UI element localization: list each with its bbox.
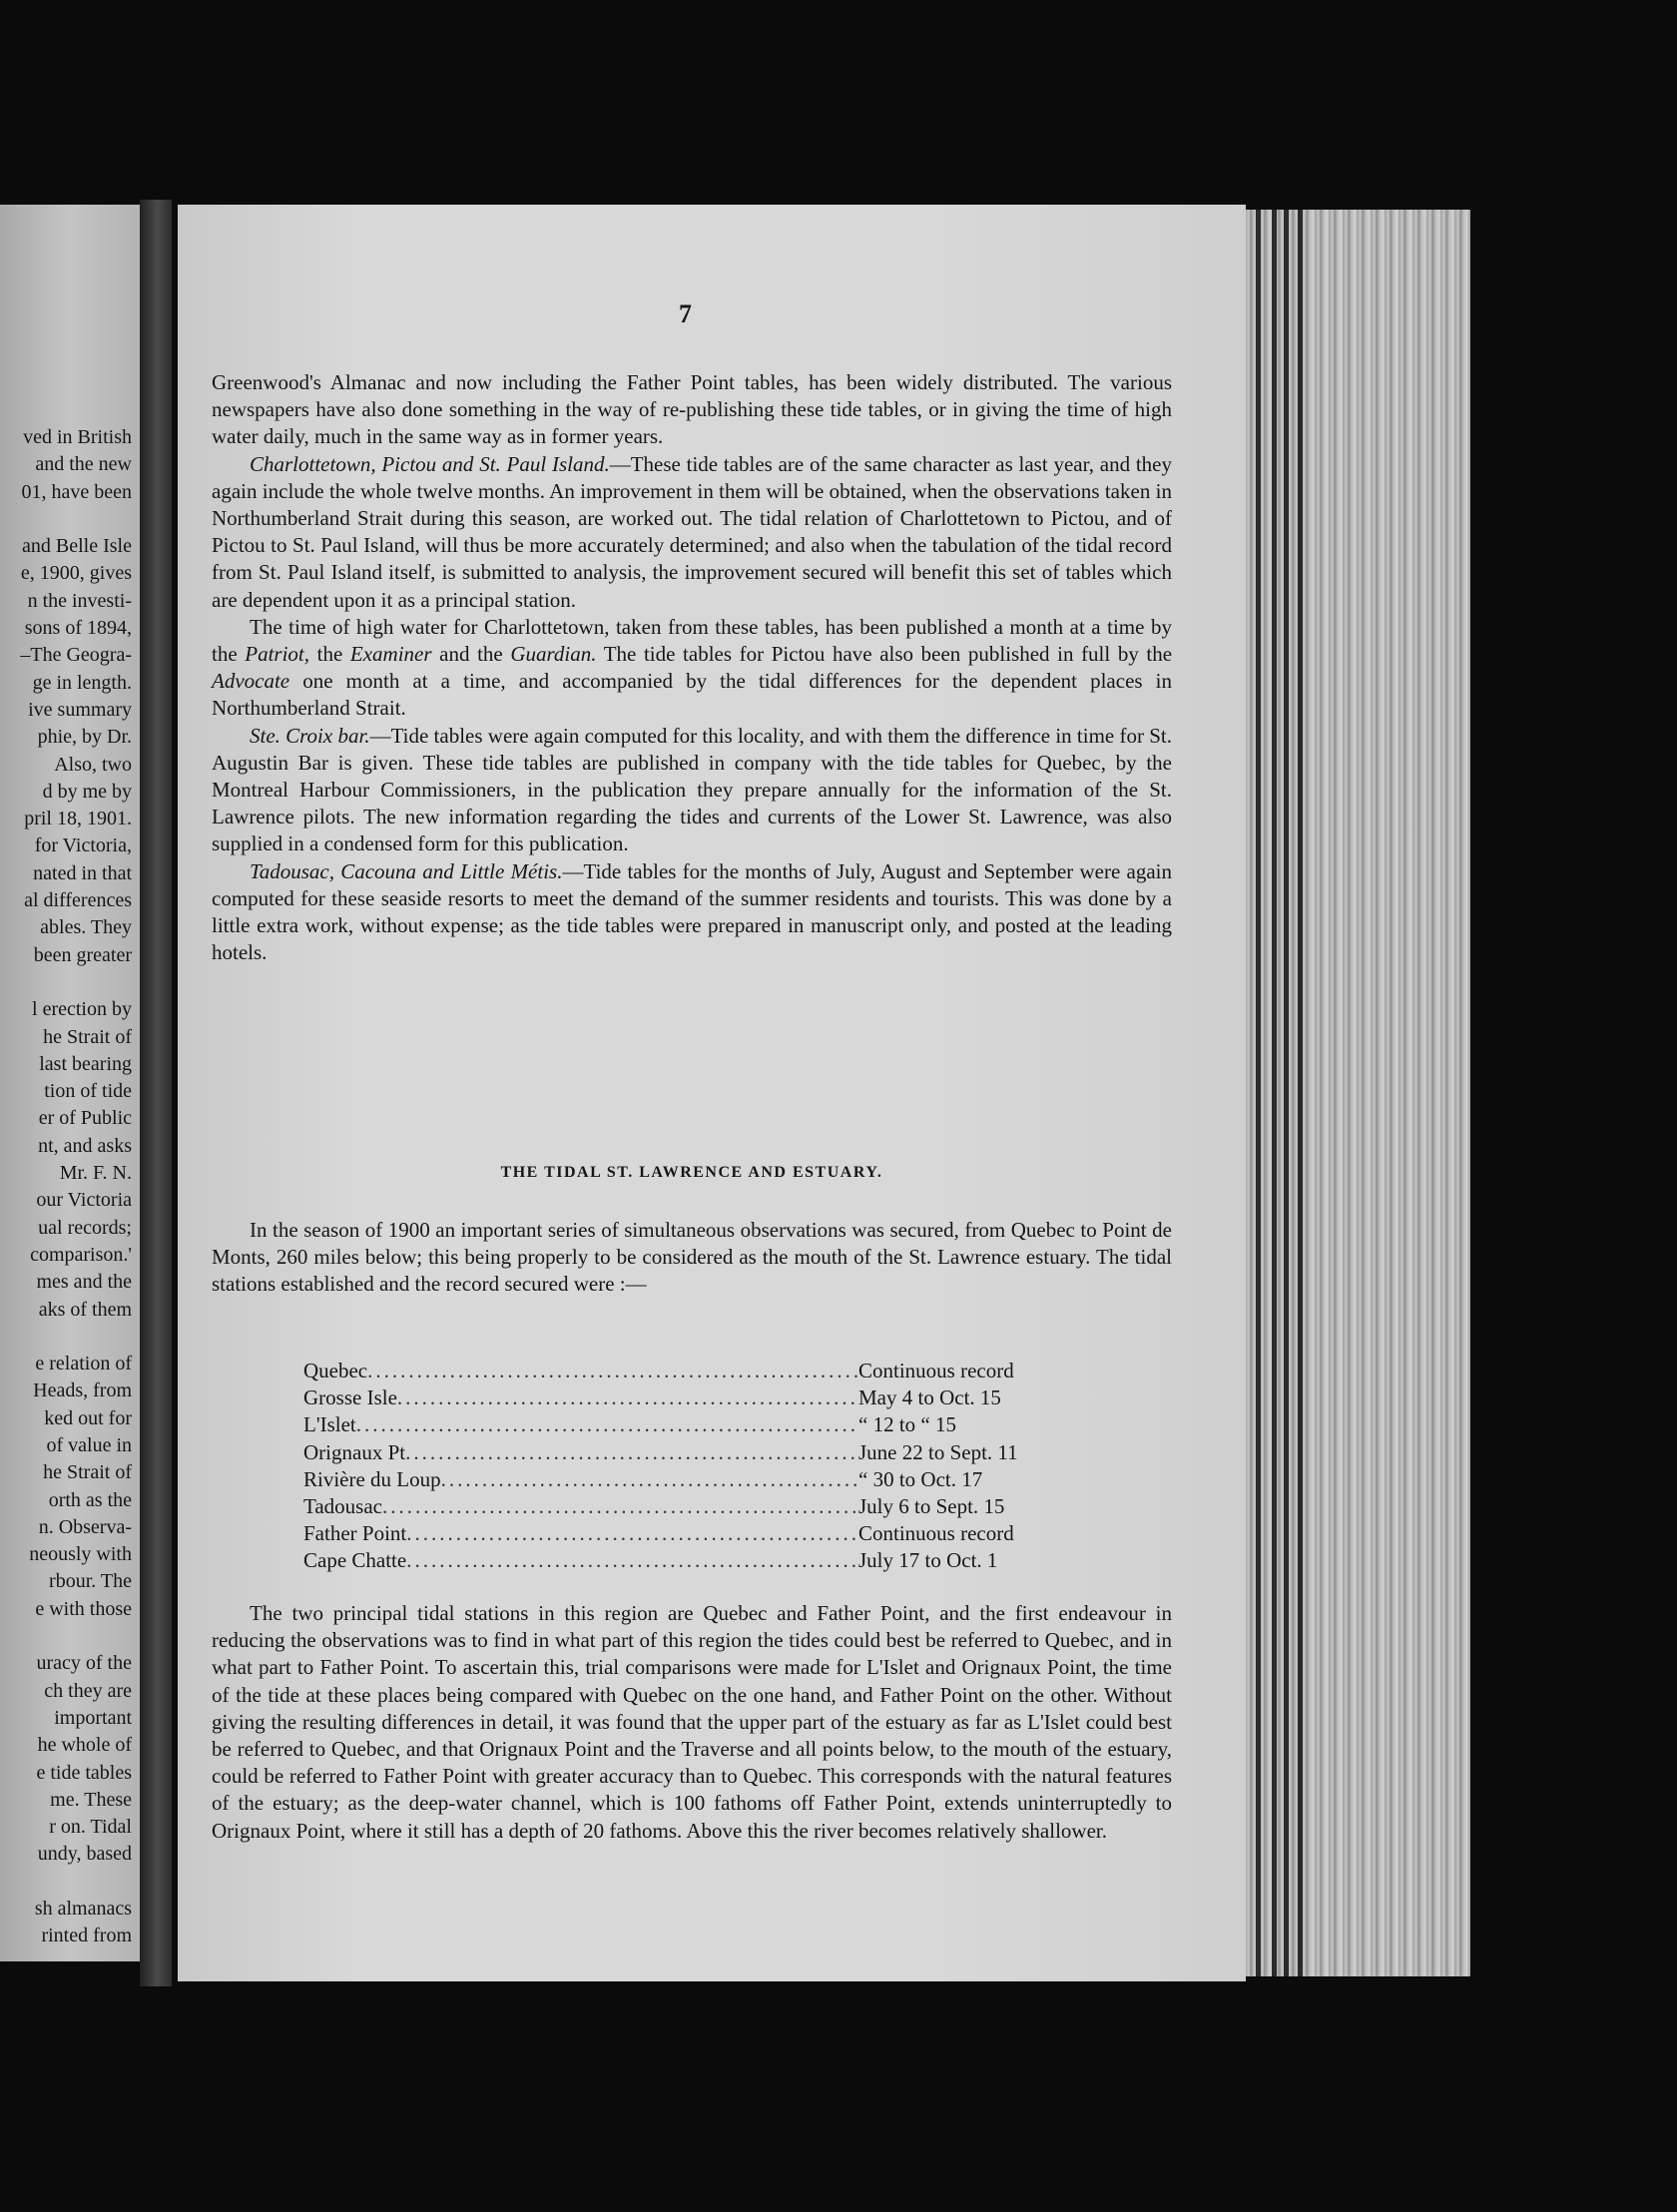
left-page-line: of value in (46, 1433, 132, 1456)
left-page-text (0, 424, 140, 1950)
left-page-line: he Strait of (43, 1025, 132, 1048)
left-page-line: Heads, from (33, 1380, 132, 1402)
left-page-line: been greater (33, 943, 132, 966)
left-page-line: e tide tables (36, 1761, 132, 1784)
left-page-line: ved in British (23, 426, 132, 448)
station-name: Grosse Isle (303, 1385, 397, 1410)
left-page-line: orth as the (48, 1488, 132, 1511)
paragraph-ste-croix: Ste. Croix bar.—Tide tables were again computed for this locality, and with them the difference in time for St. Augustin Bar is given. These tide tables are published in company with the tide tables for Quebec, by the Montreal Harbour Commissioners, in the publication they prepare annually for the information of the St. Lawrence pilots. The new information regarding the tides and currents of the Lower St. Lawrence, was also supplied in a condensed form for this publication. (212, 723, 1172, 856)
left-page-line: aks of them (38, 1298, 132, 1321)
page-edges (1246, 210, 1470, 1976)
left-page-line: he Strait of (43, 1461, 132, 1484)
paragraph-high-water: The time of high water for Charlottetown, taken from these tables, has been published a month at a time by the Patriot, the Examiner and the Guardian. The tide tables for Pictou have also been published in full by the Advocate one month at a time, and accompanied by the tidal differences for the dependent places in Northumberland Strait. (212, 614, 1173, 721)
heading-ste-croix: Ste. Croix bar. (250, 723, 370, 748)
left-page-line: he whole of (37, 1734, 132, 1757)
paragraph-charlottetown: Charlottetown, Pictou and St. Paul Island.—These tide tables are of the same character as last year, and they again include the whole twelve months. An improvement in them will be obtained, when the observations taken in Northumberland Strait during this season, are worked out. The tidal relation of Charlottetown to Pictou, and of Pictou to St. Paul Island, will thus be more accurately determined; and also when the tabulation of the tidal record from St. Paul Island itself, is submitted to analysis, the improvement secured will benefit this set of tables which are dependent upon it as a principal station. (212, 451, 1172, 612)
left-page-line (0, 506, 140, 533)
station-name: Quebec (303, 1359, 368, 1382)
left-page-line: our Victoria (36, 1189, 132, 1212)
station-row (303, 1493, 1102, 1520)
left-page-line: e, 1900, gives (20, 562, 132, 585)
page-number: 7 (679, 299, 692, 328)
leader-dots (406, 1547, 858, 1574)
left-page-line: d by me by (42, 780, 132, 803)
station-record: “ 30 to Oct. 17 (858, 1466, 983, 1491)
tidal-stations-list (303, 1358, 1102, 1575)
left-page-line: ch they are (44, 1679, 132, 1702)
station-record: June 22 to Sept. 11 (858, 1439, 1018, 1464)
station-name: L'Islet (303, 1412, 356, 1437)
left-facing-page (0, 205, 140, 1961)
left-page-line: sh almanacs (34, 1898, 132, 1921)
top-paragraphs (212, 369, 1172, 966)
paragraph-tadousac: Tadousac, Cacouna and Little Métis.—Tide tables for the months of July, August and September were again computed for these seaside resorts to meet the demand of the summer residents and tourists. This was done by a little extra work, without expense; as the tide tables were prepared in manuscript only, and posted at the leading hotels. (212, 858, 1172, 965)
station-name: Rivière du Loup (303, 1466, 441, 1491)
station-row (303, 1384, 1102, 1411)
station-name: Father Point (303, 1521, 407, 1546)
left-page-line: n the investi- (27, 589, 132, 612)
left-page-line: ables. They (40, 916, 132, 939)
left-page-line: neously with (29, 1543, 132, 1566)
left-page-line: last bearing (39, 1052, 132, 1075)
heading-tadousac: Tadousac, Cacouna and Little Métis. (250, 858, 563, 883)
leader-dots (356, 1411, 858, 1438)
left-page-line: Also, two (54, 753, 132, 776)
left-page-line (0, 969, 140, 996)
leader-dots (367, 1358, 858, 1384)
station-record: July 17 to Oct. 1 (858, 1548, 998, 1573)
station-row (303, 1466, 1102, 1493)
station-row (303, 1439, 1102, 1466)
left-page-line: ual records; (38, 1216, 132, 1239)
station-record: May 4 to Oct. 15 (858, 1385, 1001, 1410)
leader-dots (382, 1493, 858, 1520)
left-page-line: e relation of (35, 1353, 132, 1376)
station-row (303, 1358, 1102, 1384)
intro-paragraph-block (212, 1217, 1172, 1299)
left-page-line: nated in that (33, 861, 132, 884)
intro-paragraph: In the season of 1900 an important series of simultaneous observations was secured, from Quebec to Point de Monts, 260 miles below; this being properly to be considered as the mouth of the St. Lawrence estuary. The tidal stations established and the record secured were :— (212, 1218, 1172, 1297)
station-row (303, 1411, 1102, 1438)
station-name: Cape Chatte (303, 1548, 407, 1573)
left-page-line: undy, based (37, 1843, 132, 1866)
closing-paragraph: The two principal tidal stations in this region are Quebec and Father Point, and the first endeavour in reducing the observations was to find in what part of this region the tides could best be referred to Quebec, and in what part to Father Point. To ascertain this, trial comparisons were made for L'Islet and Orignaux Point, the time of the tide at these places being compared with Quebec on the one hand, and Father Point on the other. Without giving the resulting differences in detail, it was found that the upper part of the estuary as far as L'Islet could best be referred to Quebec, and that Orignaux Point and the Traverse and all points below, to the mouth of the estuary, could be referred to Father Point with greater accuracy than to Quebec. This corresponds with the natural features of the estuary; as the deep-water channel, which is 100 fathoms off Father Point, extends uninterruptedly to Orignaux Point, where it still has a depth of 20 fathoms. Above this the river becomes relatively shallower. (212, 1601, 1172, 1843)
station-name: Tadousac (303, 1494, 382, 1519)
left-page-line: ive summary (28, 698, 132, 721)
book-gutter (140, 200, 172, 1986)
left-page-line: phie, by Dr. (37, 726, 132, 749)
left-page-line: important (54, 1706, 132, 1729)
left-page-line: n. Observa- (38, 1515, 132, 1538)
left-page-line: and Belle Isle (22, 535, 132, 558)
left-page-line: ge in length. (32, 671, 132, 694)
left-page-line: –The Geogra- (20, 644, 132, 667)
section-heading: THE TIDAL ST. LAWRENCE AND ESTUARY. (500, 1164, 883, 1181)
left-page-line: pril 18, 1901. (24, 808, 132, 830)
left-page-line: tion of tide (44, 1080, 132, 1103)
left-page-line: er of Public (38, 1107, 132, 1130)
left-page-line (0, 1869, 140, 1896)
left-page-line: al differences (24, 889, 132, 912)
left-page-line: 01, have been (21, 480, 132, 503)
paragraph-almanac: Greenwood's Almanac and now including the Father Point tables, has been widely distributed. The various newspapers have also done something in the way of re-publishing these tide tables, or in giving the time of high water daily, much in the same way as in former years. (212, 370, 1172, 449)
heading-charlottetown: Charlottetown, Pictou and St. Paul Island. (250, 451, 610, 476)
left-page-line: e with those (35, 1597, 132, 1620)
left-page-line (0, 1623, 140, 1650)
left-page-line: comparison.' (30, 1243, 132, 1266)
leader-dots (405, 1439, 858, 1466)
station-row (303, 1520, 1102, 1547)
left-page-line: uracy of the (36, 1652, 132, 1675)
left-page-line: rinted from (41, 1925, 132, 1947)
left-page-line: and the new (35, 453, 132, 476)
left-page-line: r on. Tidal (49, 1816, 132, 1839)
leader-dots (441, 1466, 858, 1493)
closing-paragraph-block (212, 1600, 1172, 1845)
left-page-line: nt, and asks (38, 1134, 132, 1157)
left-page-line: mes and the (36, 1271, 132, 1294)
station-record: “ 12 to “ 15 (858, 1412, 956, 1437)
leader-dots (406, 1520, 858, 1547)
station-record: Continuous record (858, 1359, 1014, 1382)
left-page-line (0, 1324, 140, 1351)
station-record: Continuous record (858, 1521, 1014, 1546)
station-row (303, 1547, 1102, 1574)
left-page-line: rbour. The (49, 1570, 132, 1593)
left-page-line: me. These (50, 1788, 132, 1811)
leader-dots (397, 1384, 858, 1411)
left-page-line: sons of 1894, (24, 617, 132, 640)
left-page-line: Mr. F. N. (59, 1162, 132, 1185)
left-page-line: for Victoria, (34, 834, 132, 857)
left-page-line: ked out for (44, 1406, 132, 1429)
station-name: Orignaux Pt (303, 1439, 406, 1464)
left-page-line: l erection by (32, 998, 132, 1021)
station-record: July 6 to Sept. 15 (858, 1494, 1005, 1519)
